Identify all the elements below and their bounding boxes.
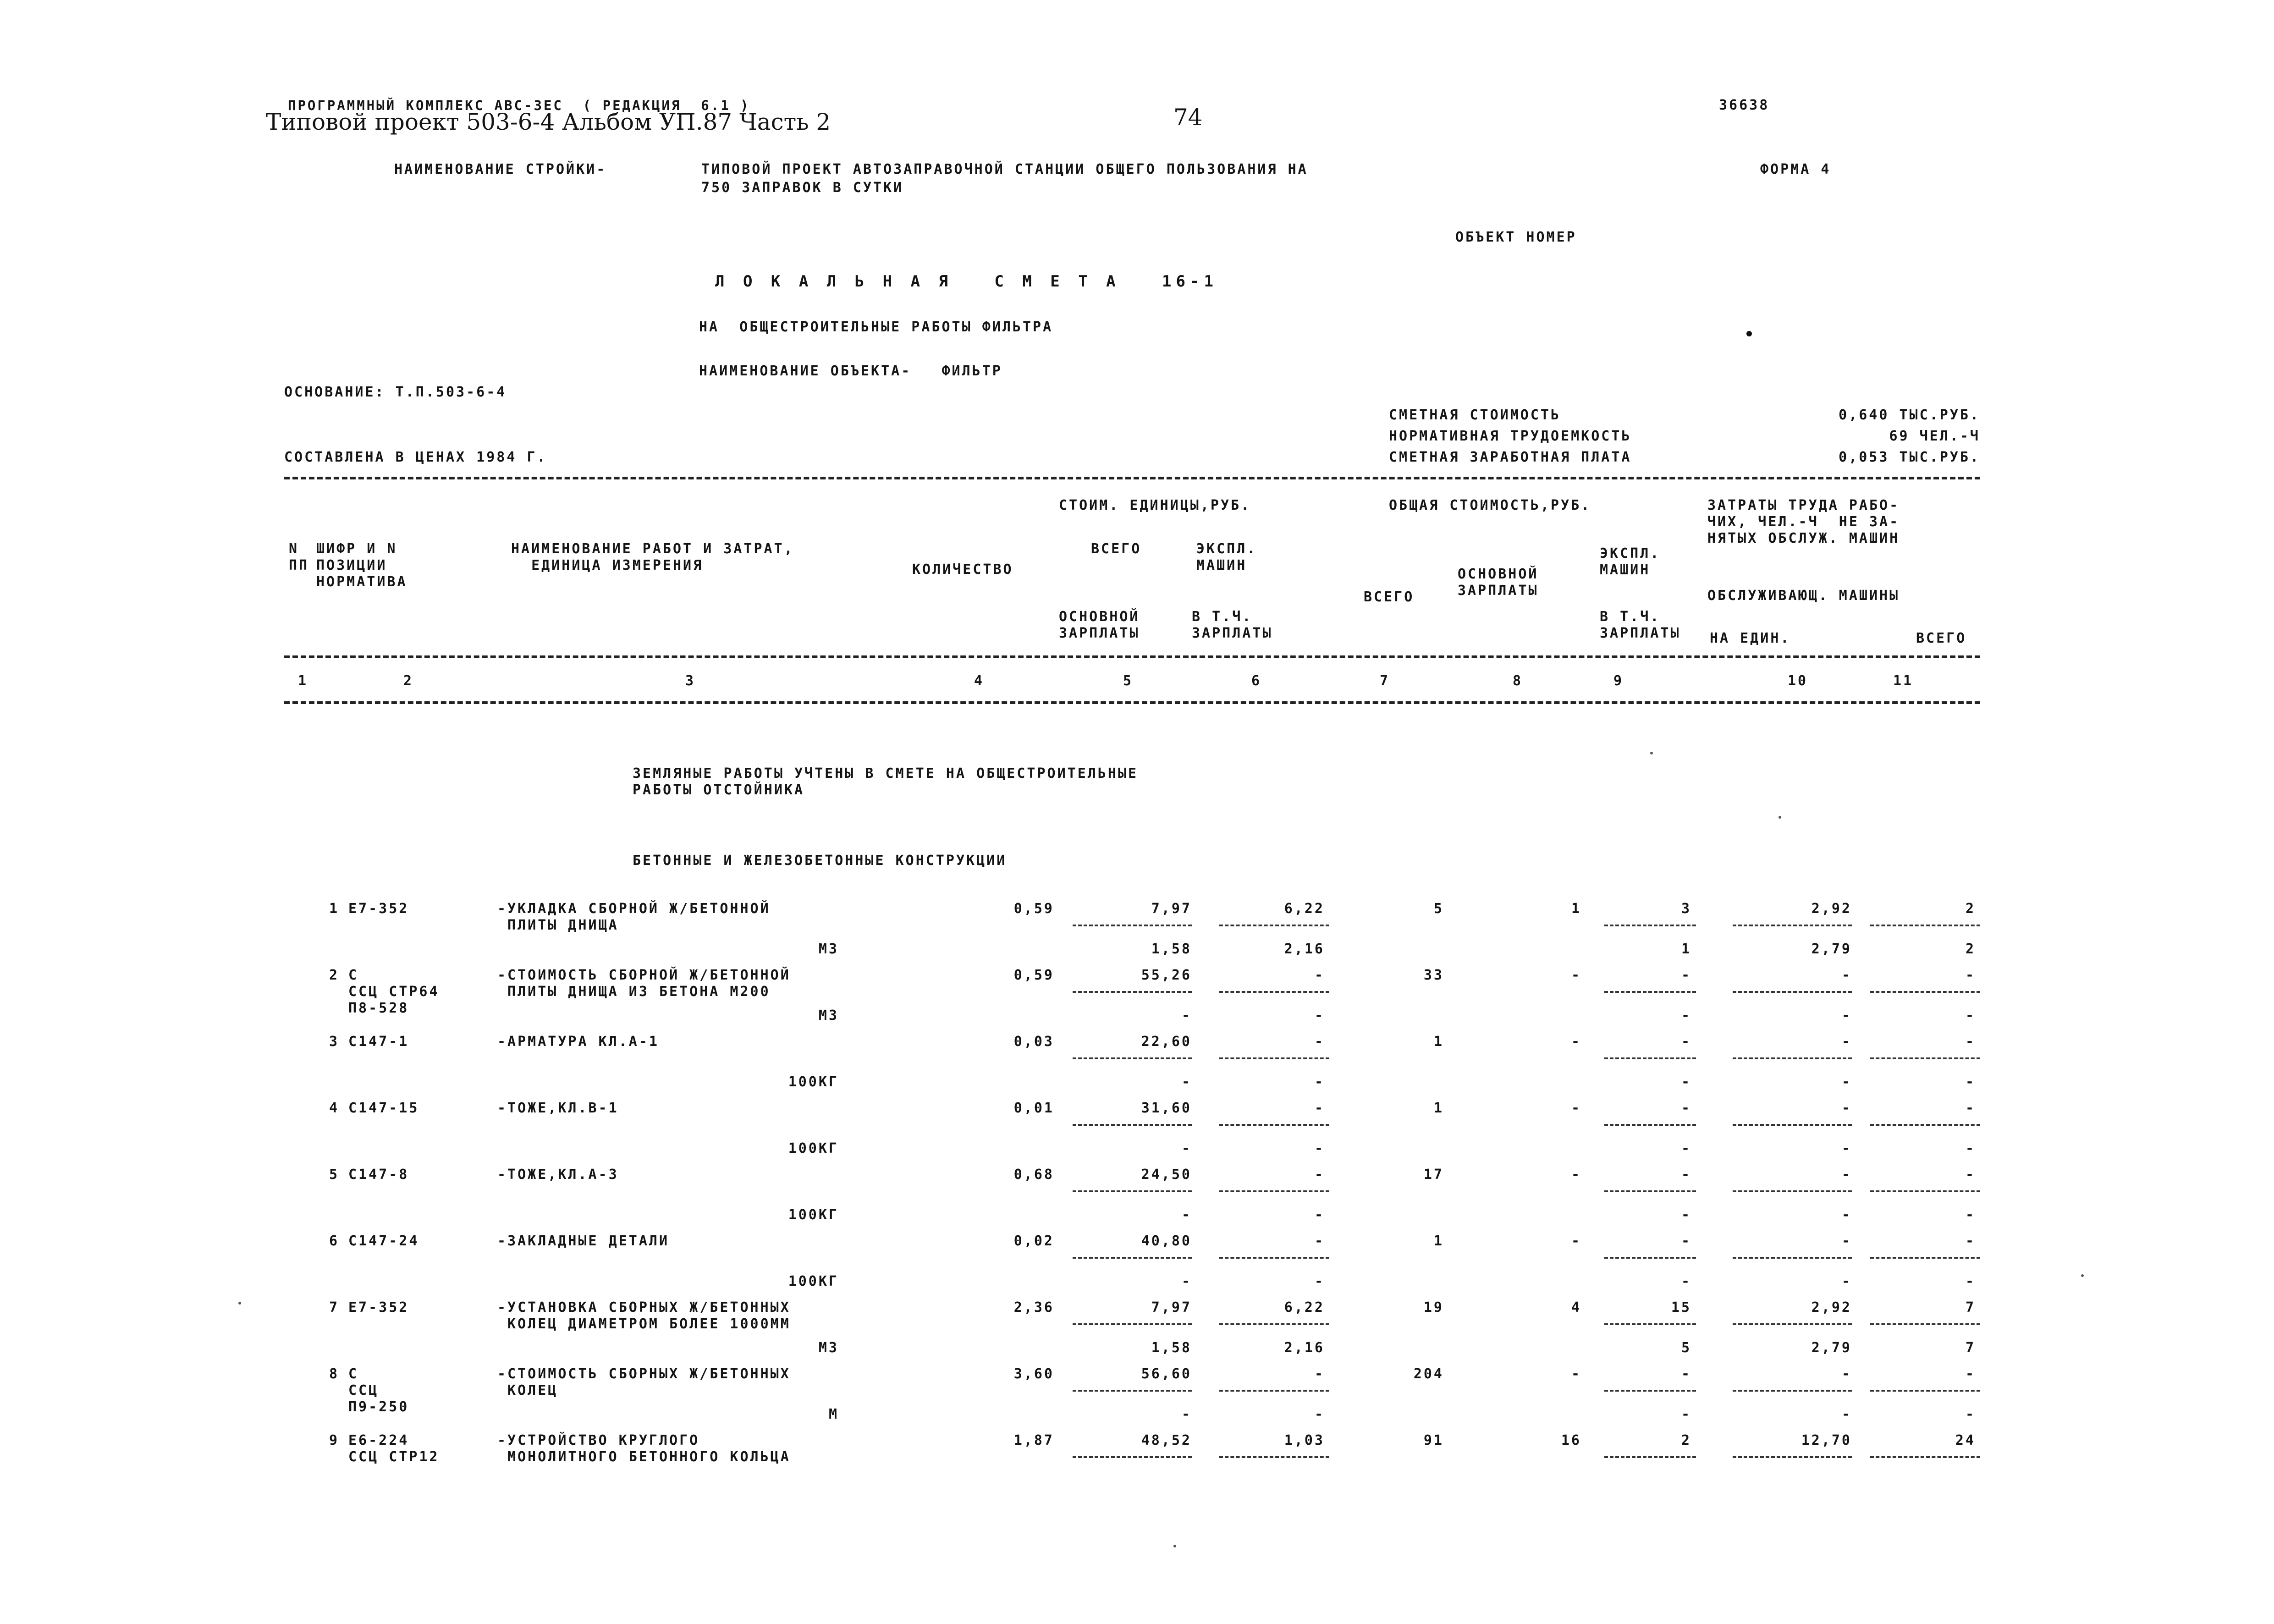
- row-qty: 2,36: [1013, 1299, 1054, 1316]
- page-number: 74: [1173, 104, 1203, 131]
- row-labor-unit: -: [1841, 1167, 1852, 1183]
- row-unit: 100КГ: [788, 1074, 839, 1090]
- col-number: 5: [1123, 673, 1134, 689]
- summary-value: 69 ЧЕЛ.-Ч: [1889, 428, 1980, 444]
- row-labor-unit-2: -: [1841, 1140, 1852, 1156]
- row-rule: [1073, 1323, 1192, 1325]
- row-rule: [1870, 1190, 1980, 1192]
- row-rule: [1733, 991, 1852, 993]
- row-labor-unit: 12,70: [1801, 1432, 1852, 1448]
- row-rule: [1870, 1124, 1980, 1126]
- col-unit-base: ОСНОВНОЙ ЗАРПЛАТЫ: [1059, 609, 1140, 641]
- col-name: НАИМЕНОВАНИЕ РАБОТ И ЗАТРАТ, ЕДИНИЦА ИЗМЕРЕНИЯ: [511, 541, 794, 573]
- scan-speck: [238, 1302, 241, 1305]
- row-name: -СТОИМОСТЬ СБОРНЫХ Ж/БЕТОННЫХ КОЛЕЦ: [497, 1366, 791, 1398]
- construction-label: НАИМЕНОВАНИЕ СТРОЙКИ-: [394, 161, 607, 177]
- col-total-mach: ЭКСПЛ. МАШИН: [1600, 545, 1661, 578]
- row-unit-base: 1,58: [1151, 941, 1192, 957]
- row-labor-unit: -: [1841, 1366, 1852, 1382]
- row-labor-unit: -: [1841, 1034, 1852, 1050]
- row-rule: [1870, 991, 1980, 993]
- row-total-mach: -: [1681, 967, 1691, 983]
- row-total: 17: [1423, 1167, 1444, 1183]
- row-unit-base: -: [1181, 1007, 1192, 1024]
- row-unit-mach: -: [1314, 1100, 1325, 1116]
- row-rule: [1219, 991, 1329, 993]
- row-total-mach: 3: [1681, 901, 1691, 917]
- col-number: 4: [974, 673, 985, 689]
- row-code: С147-24: [348, 1233, 419, 1249]
- col-number: 10: [1788, 673, 1808, 689]
- row-rule: [1073, 1057, 1192, 1059]
- row-qty: 1,87: [1013, 1432, 1054, 1448]
- row-unit-mach: -: [1314, 967, 1325, 983]
- row-rule: [1604, 1124, 1696, 1126]
- col-number: 7: [1380, 673, 1390, 689]
- summary-value: 0,640 ТЫС.РУБ.: [1839, 407, 1980, 423]
- row-unit-base: -: [1181, 1074, 1192, 1090]
- row-unit-total: 31,60: [1141, 1100, 1192, 1116]
- row-total: 19: [1423, 1299, 1444, 1316]
- row-qty: 0,01: [1013, 1100, 1054, 1116]
- row-rule: [1733, 1456, 1852, 1458]
- row-rule: [1604, 925, 1696, 926]
- row-total-mach: -: [1681, 1167, 1691, 1183]
- row-rule: [1073, 1257, 1192, 1259]
- row-rule: [1604, 991, 1696, 993]
- program-header: ПРОГРАММНЫЙ КОМПЛЕКС АВС-3ЕС ( РЕДАКЦИЯ 6.1 ): [288, 98, 750, 113]
- row-total-incl: -: [1681, 1140, 1691, 1156]
- row-unit: 100КГ: [788, 1273, 839, 1289]
- row-unit-base: -: [1181, 1273, 1192, 1289]
- scan-speck: [1746, 331, 1752, 336]
- object-name: НАИМЕНОВАНИЕ ОБЪЕКТА- ФИЛЬТР: [699, 363, 1002, 379]
- summary-label: СМЕТНАЯ СТОИМОСТЬ: [1389, 407, 1561, 423]
- row-unit-total: 24,50: [1141, 1167, 1192, 1183]
- scan-speck: [1650, 752, 1653, 754]
- row-total-base: -: [1571, 1100, 1581, 1116]
- row-unit: М: [828, 1406, 839, 1422]
- col-labor-unit: НА ЕДИН.: [1710, 630, 1791, 646]
- row-rule: [1219, 1323, 1329, 1325]
- row-unit-total: 22,60: [1141, 1034, 1192, 1050]
- row-rule: [1733, 1190, 1852, 1192]
- col-total-base: ОСНОВНОЙ ЗАРПЛАТЫ: [1458, 566, 1539, 599]
- col-total-cost: ОБЩАЯ СТОИМОСТЬ,РУБ.: [1389, 497, 1591, 513]
- row-rule: [1073, 1456, 1192, 1458]
- col-labor: ЗАТРАТЫ ТРУДА РАБО- ЧИХ, ЧЕЛ.-Ч НЕ ЗА- НЯТЫХ ОБСЛУЖ. МАШИН: [1707, 497, 1900, 546]
- row-rule: [1870, 925, 1980, 926]
- col-code: ШИФР И N ПОЗИЦИИ НОРМАТИВА: [316, 541, 407, 590]
- row-name: -АРМАТУРА КЛ.А-1: [497, 1034, 659, 1050]
- row-qty: 0,68: [1013, 1167, 1054, 1183]
- row-code: Е7-352: [348, 901, 409, 917]
- row-rule: [1870, 1390, 1980, 1392]
- col-number: 3: [685, 673, 696, 689]
- row-total-mach: -: [1681, 1366, 1691, 1382]
- row-unit-incl: 2,16: [1284, 941, 1325, 957]
- row-unit-total: 55,26: [1141, 967, 1192, 983]
- row-unit-incl: -: [1314, 1074, 1325, 1090]
- col-number: 11: [1893, 673, 1914, 689]
- row-unit: М3: [818, 1340, 839, 1356]
- scan-speck: [1778, 816, 1781, 819]
- prices-note: СОСТАВЛЕНА В ЦЕНАХ 1984 Г.: [284, 449, 547, 465]
- row-unit-base: -: [1181, 1140, 1192, 1156]
- row-unit-base: -: [1181, 1406, 1192, 1422]
- row-rule: [1219, 1456, 1329, 1458]
- row-total-base: -: [1571, 1366, 1581, 1382]
- row-name: -ТОЖЕ,КЛ.В-1: [497, 1100, 619, 1116]
- row-labor-total-2: 7: [1965, 1340, 1976, 1356]
- row-labor-unit-2: -: [1841, 1207, 1852, 1223]
- col-qty: КОЛИЧЕСТВО: [912, 562, 1013, 578]
- row-rule: [1733, 1057, 1852, 1059]
- row-labor-unit: 2,92: [1811, 1299, 1852, 1316]
- row-labor-total-2: -: [1965, 1140, 1976, 1156]
- row-labor-total-2: -: [1965, 1406, 1976, 1422]
- scan-speck: [1173, 1545, 1176, 1547]
- row-number: 4: [329, 1100, 339, 1116]
- row-name: -УСТАНОВКА СБОРНЫХ Ж/БЕТОННЫХ КОЛЕЦ ДИАМЕТРОМ БОЛЕЕ 1000ММ: [497, 1299, 791, 1332]
- row-rule: [1733, 1257, 1852, 1259]
- row-labor-total: 2: [1965, 901, 1976, 917]
- row-total-mach: -: [1681, 1100, 1691, 1116]
- row-rule: [1073, 1124, 1192, 1126]
- row-labor-total-2: -: [1965, 1273, 1976, 1289]
- row-rule: [1219, 1190, 1329, 1192]
- row-total: 1: [1433, 1233, 1444, 1249]
- row-unit-mach: 6,22: [1284, 901, 1325, 917]
- row-number: 2: [329, 967, 339, 983]
- row-rule: [1073, 925, 1192, 926]
- row-unit-mach: -: [1314, 1167, 1325, 1183]
- construction-line1: ТИПОВОЙ ПРОЕКТ АВТОЗАПРАВОЧНОЙ СТАНЦИИ ОБЩЕГО ПОЛЬЗОВАНИЯ НА: [701, 161, 1308, 177]
- row-unit-base: -: [1181, 1207, 1192, 1223]
- row-total: 204: [1413, 1366, 1444, 1382]
- row-unit-base: 1,58: [1151, 1340, 1192, 1356]
- row-labor-unit-2: -: [1841, 1007, 1852, 1024]
- form-label: ФОРМА 4: [1760, 161, 1831, 177]
- scan-speck: [2081, 1274, 2084, 1277]
- construction-line2: 750 ЗАПРАВОК В СУТКИ: [701, 180, 904, 196]
- col-unit-total: ВСЕГО: [1091, 541, 1142, 557]
- row-number: 6: [329, 1233, 339, 1249]
- row-qty: 3,60: [1013, 1366, 1054, 1382]
- header-rule-bottom: [284, 701, 1980, 704]
- row-number: 8: [329, 1366, 339, 1382]
- row-unit: М3: [818, 941, 839, 957]
- row-rule: [1073, 1190, 1192, 1192]
- row-labor-unit: -: [1841, 1233, 1852, 1249]
- row-unit-total: 56,60: [1141, 1366, 1192, 1382]
- row-labor-total-2: 2: [1965, 941, 1976, 957]
- estimate-subject: НА ОБЩЕСТРОИТЕЛЬНЫЕ РАБОТЫ ФИЛЬТРА: [699, 319, 1053, 335]
- row-unit-mach: 1,03: [1284, 1432, 1325, 1448]
- row-unit-total: 48,52: [1141, 1432, 1192, 1448]
- row-unit: 100КГ: [788, 1140, 839, 1156]
- row-number: 5: [329, 1167, 339, 1183]
- row-total: 5: [1433, 901, 1444, 917]
- row-total-incl: 5: [1681, 1340, 1691, 1356]
- summary-label: СМЕТНАЯ ЗАРАБОТНАЯ ПЛАТА: [1389, 449, 1632, 465]
- row-total-mach: 2: [1681, 1432, 1691, 1448]
- row-labor-total: -: [1965, 1366, 1976, 1382]
- row-labor-total: -: [1965, 1034, 1976, 1050]
- row-rule: [1604, 1323, 1696, 1325]
- row-labor-total: -: [1965, 1100, 1976, 1116]
- row-total-base: -: [1571, 1034, 1581, 1050]
- row-labor-unit: -: [1841, 967, 1852, 983]
- row-labor-total-2: -: [1965, 1007, 1976, 1024]
- col-npp: N ПП: [289, 541, 309, 573]
- section-title: БЕТОННЫЕ И ЖЕЛЕЗОБЕТОННЫЕ КОНСТРУКЦИИ: [633, 853, 1007, 869]
- row-labor-total: -: [1965, 1167, 1976, 1183]
- row-rule: [1870, 1257, 1980, 1259]
- row-rule: [1870, 1323, 1980, 1325]
- row-total: 1: [1433, 1034, 1444, 1050]
- col-unit-cost: СТОИМ. ЕДИНИЦЫ,РУБ.: [1059, 497, 1251, 513]
- row-number: 7: [329, 1299, 339, 1316]
- header-rule-mid: [284, 655, 1980, 658]
- row-unit-incl: -: [1314, 1007, 1325, 1024]
- row-labor-total: -: [1965, 1233, 1976, 1249]
- row-unit-total: 7,97: [1151, 1299, 1192, 1316]
- row-name: -СТОИМОСТЬ СБОРНОЙ Ж/БЕТОННОЙ ПЛИТЫ ДНИЩА ИЗ БЕТОНА М200: [497, 967, 791, 1000]
- estimate-title: Л О К А Л Ь Н А Я С М Е Т А 16-1: [715, 272, 1218, 291]
- row-unit-mach: -: [1314, 1233, 1325, 1249]
- row-labor-total-2: -: [1965, 1207, 1976, 1223]
- row-rule: [1870, 1057, 1980, 1059]
- handwritten-title: Типовой проект 503-6-4 Альбом УП.87 Часть 2: [266, 109, 831, 135]
- object-number: ОБЪЕКТ НОМЕР: [1455, 229, 1577, 245]
- row-unit-incl: -: [1314, 1406, 1325, 1422]
- row-labor-unit-2: 2,79: [1811, 1340, 1852, 1356]
- row-unit-total: 7,97: [1151, 901, 1192, 917]
- row-rule: [1604, 1390, 1696, 1392]
- row-total-base: -: [1571, 967, 1581, 983]
- col-unit-mach: ЭКСПЛ. МАШИН: [1196, 541, 1257, 573]
- row-unit-incl: -: [1314, 1207, 1325, 1223]
- col-number: 8: [1513, 673, 1523, 689]
- row-unit-incl: -: [1314, 1273, 1325, 1289]
- row-labor-unit-2: 2,79: [1811, 941, 1852, 957]
- row-total: 1: [1433, 1100, 1444, 1116]
- row-code: С147-15: [348, 1100, 419, 1116]
- summary-value: 0,053 ТЫС.РУБ.: [1839, 449, 1980, 465]
- row-rule: [1604, 1190, 1696, 1192]
- row-total-base: -: [1571, 1167, 1581, 1183]
- row-labor-unit-2: -: [1841, 1273, 1852, 1289]
- row-total-base: 16: [1561, 1432, 1581, 1448]
- row-labor-unit: -: [1841, 1100, 1852, 1116]
- row-total-mach: -: [1681, 1233, 1691, 1249]
- row-code: С ССЦ СТР64 П8-528: [348, 967, 440, 1016]
- row-code: С147-8: [348, 1167, 409, 1183]
- row-rule: [1219, 1124, 1329, 1126]
- row-labor-total: -: [1965, 967, 1976, 983]
- row-rule: [1604, 1257, 1696, 1259]
- row-total-incl: 1: [1681, 941, 1691, 957]
- row-total-base: 4: [1571, 1299, 1581, 1316]
- row-number: 3: [329, 1034, 339, 1050]
- row-name: -УКЛАДКА СБОРНОЙ Ж/БЕТОННОЙ ПЛИТЫ ДНИЩА: [497, 901, 771, 933]
- doc-code: 36638: [1719, 97, 1770, 113]
- row-number: 1: [329, 901, 339, 917]
- row-total-incl: -: [1681, 1007, 1691, 1024]
- row-unit: 100КГ: [788, 1207, 839, 1223]
- row-total-incl: -: [1681, 1273, 1691, 1289]
- col-number: 9: [1613, 673, 1624, 689]
- earthworks-note: ЗЕМЛЯНЫЕ РАБОТЫ УЧТЕНЫ В СМЕТЕ НА ОБЩЕСТРОИТЕЛЬНЫЕ РАБОТЫ ОТСТОЙНИКА: [633, 765, 1139, 798]
- row-code: Е7-352: [348, 1299, 409, 1316]
- col-number: 2: [403, 673, 414, 689]
- row-unit-mach: -: [1314, 1034, 1325, 1050]
- row-name: -УСТРОЙСТВО КРУГЛОГО МОНОЛИТНОГО БЕТОННОГО КОЛЬЦА: [497, 1432, 791, 1465]
- row-rule: [1733, 1390, 1852, 1392]
- row-total-base: 1: [1571, 901, 1581, 917]
- row-labor-total: 7: [1965, 1299, 1976, 1316]
- row-code: Е6-224 ССЦ СТР12: [348, 1432, 440, 1465]
- row-unit-mach: 6,22: [1284, 1299, 1325, 1316]
- col-labor-service: ОБСЛУЖИВАЮЩ. МАШИНЫ: [1707, 588, 1900, 604]
- col-total-all: ВСЕГО: [1364, 589, 1415, 605]
- row-code: С ССЦ П9-250: [348, 1366, 409, 1415]
- row-name: -ТОЖЕ,КЛ.А-3: [497, 1167, 619, 1183]
- row-rule: [1870, 1456, 1980, 1458]
- row-qty: 0,02: [1013, 1233, 1054, 1249]
- row-unit-total: 40,80: [1141, 1233, 1192, 1249]
- row-rule: [1604, 1057, 1696, 1059]
- row-name: -ЗАКЛАДНЫЕ ДЕТАЛИ: [497, 1233, 670, 1249]
- row-labor-unit: 2,92: [1811, 901, 1852, 917]
- col-number: 1: [298, 673, 308, 689]
- row-qty: 0,03: [1013, 1034, 1054, 1050]
- col-labor-total: ВСЕГО: [1916, 630, 1967, 646]
- row-total-mach: 15: [1671, 1299, 1691, 1316]
- row-total: 91: [1423, 1432, 1444, 1448]
- row-rule: [1073, 1390, 1192, 1392]
- row-total: 33: [1423, 967, 1444, 983]
- row-unit: М3: [818, 1007, 839, 1024]
- row-rule: [1733, 925, 1852, 926]
- row-unit-incl: 2,16: [1284, 1340, 1325, 1356]
- row-rule: [1219, 1257, 1329, 1259]
- row-code: С147-1: [348, 1034, 409, 1050]
- summary-label: НОРМАТИВНАЯ ТРУДОЕМКОСТЬ: [1389, 428, 1632, 444]
- col-number: 6: [1251, 673, 1262, 689]
- row-labor-total: 24: [1955, 1432, 1976, 1448]
- row-labor-total-2: -: [1965, 1074, 1976, 1090]
- row-unit-incl: -: [1314, 1140, 1325, 1156]
- col-unit-incl: В Т.Ч. ЗАРПЛАТЫ: [1192, 609, 1273, 641]
- row-total-incl: -: [1681, 1074, 1691, 1090]
- row-rule: [1219, 1057, 1329, 1059]
- row-rule: [1219, 1390, 1329, 1392]
- row-total-base: -: [1571, 1233, 1581, 1249]
- row-qty: 0,59: [1013, 901, 1054, 917]
- row-rule: [1733, 1323, 1852, 1325]
- row-unit-mach: -: [1314, 1366, 1325, 1382]
- row-rule: [1733, 1124, 1852, 1126]
- row-labor-unit-2: -: [1841, 1074, 1852, 1090]
- row-labor-unit-2: -: [1841, 1406, 1852, 1422]
- row-rule: [1219, 925, 1329, 926]
- row-total-incl: -: [1681, 1207, 1691, 1223]
- row-rule: [1604, 1456, 1696, 1458]
- basis: ОСНОВАНИЕ: Т.П.503-6-4: [284, 384, 507, 400]
- row-number: 9: [329, 1432, 339, 1448]
- col-total-incl: В Т.Ч. ЗАРПЛАТЫ: [1600, 609, 1681, 641]
- row-rule: [1073, 991, 1192, 993]
- row-total-incl: -: [1681, 1406, 1691, 1422]
- header-rule-top: [284, 477, 1980, 479]
- row-total-mach: -: [1681, 1034, 1691, 1050]
- row-qty: 0,59: [1013, 967, 1054, 983]
